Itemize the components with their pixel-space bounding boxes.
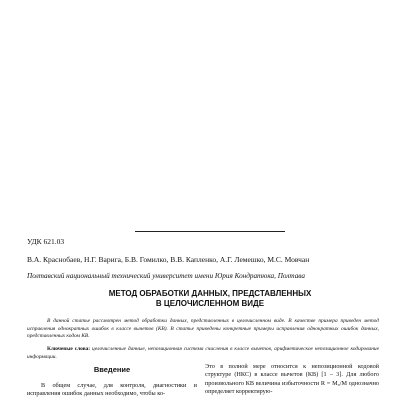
right-column (205, 363, 379, 396)
introduction-paragraph: В общем случае, для контроля, диагностики и исправления ошибок данных необходимо, чтобы ко- (27, 382, 197, 398)
section-heading-introduction: Введение (93, 365, 131, 374)
paper-title (60, 289, 360, 308)
header-rule (135, 231, 285, 232)
left-column (27, 365, 197, 399)
abstract: В данной статье рассмотрен метод обработки данных, представленных в целочисленном виде. В качестве примера приведен метод исправления однократных ошибок в классе вычетов (КВ). В статье приведены конкретные примеры исправления однократных ошибок данных, представленных кодом КВ. (27, 318, 379, 340)
paper-title-line-1: МЕТОД ОБРАБОТКИ ДАННЫХ, ПРЕДСТАВЛЕННЫХ (108, 289, 312, 298)
affiliation-line: Полтавский национальный технический университет имени Юрия Кондратюка, Полтава (27, 272, 305, 280)
authors-line: В.А. Краснобаев, Н.Г. Варига, Б.В. Гомилко, В.В. Капленко, А.Г. Лемешко, М.С. Мовчан (27, 255, 310, 264)
keywords-text: целочисленные данные, непозиционная система счисления в классе вычетов, арифметическое непозиционное кодирование информации. (27, 346, 379, 360)
paper-title-line-2: В ЦЕЛОЧИСЛЕННОМ ВИДЕ (155, 298, 265, 308)
keywords (27, 346, 379, 361)
right-column-paragraph: Это в полной мере относится к непозиционной кодовой структуре (НКС) в классе вычетов (КВ) [1 – 3]. Для любого произвольного КВ величина избыточности R = M₀/M однозначно определяет корректирую- (205, 363, 379, 395)
udk-code: УДК 621.03 (27, 237, 65, 246)
keywords-label: Ключевые слова: (47, 346, 91, 353)
